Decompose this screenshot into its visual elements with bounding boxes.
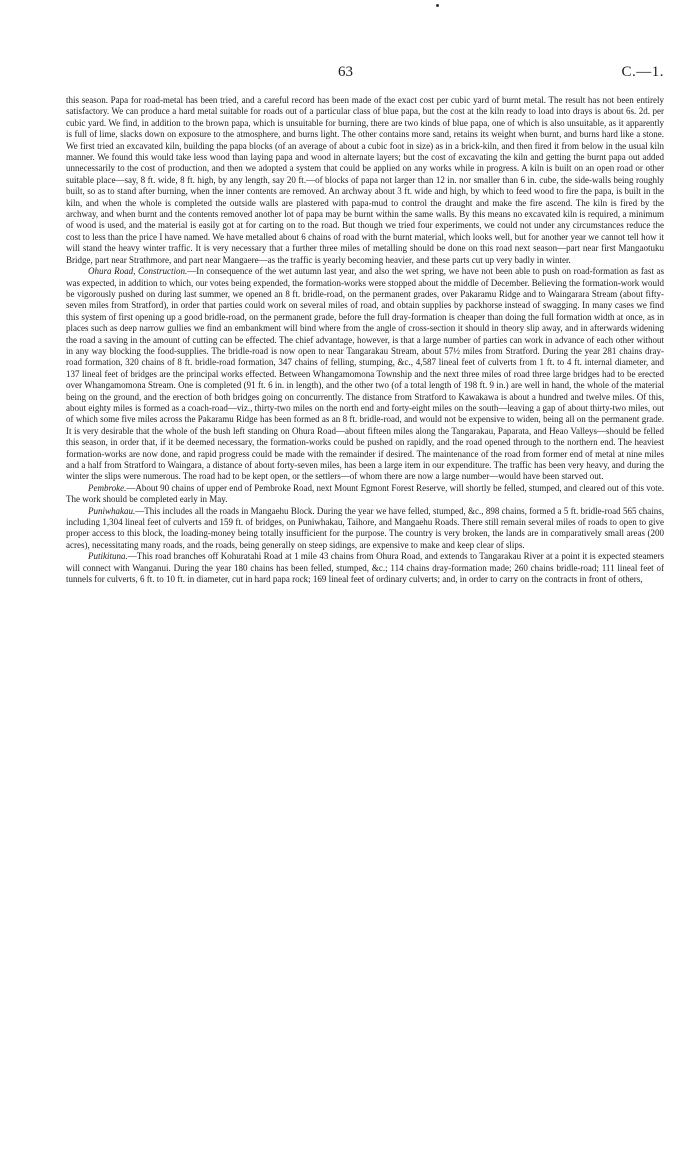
paragraph-text: —This includes all the roads in Mangaehu Block. During the year we have felled, stumped, &c., 898 chains, formed a 5 ft. bridle-road 565 chains, including 1,304 lineal feet of culverts and 159 ft. of bridges, on Puniwhakau, Taihore, and Mangaehu Roads. There still remain several miles of roads to open to give proper access to this block, the loading-money being totally insufficient for the purpose. The country is very broken, the lands are in comparatively small areas (200 acres), necessitating many roads, and the roads, being generally on steep sidings, are expensive to make and keep clear of slips. <box>66 505 664 550</box>
section-heading: Pembroke. <box>88 482 127 493</box>
section-heading: Puniwhakau. <box>88 505 136 516</box>
paragraph-ohura-road <box>66 266 664 483</box>
paragraph-text: —This road branches off Kohuratahi Road at 1 mile 43 chains from Ohura Road, and extends to Tangarakau River at a point it is expected steamers will connect with Wanganui. During the year 180 chains has been felled, stumped, &c.; 114 chains dray-formation made; 260 chains bridle-road; 111 lineal feet of tunnels for culverts, 6 ft. to 10 ft. in diameter, cut in hard papa rock; 169 lineal feet of ordinary culverts; and, in order to carry on the contracts in front of others, <box>66 551 664 585</box>
paragraph-text: this season. Papa for road-metal has been tried, and a careful record has been made of the exact cost per cubic yard of burnt metal. The result has not been entirely satisfactory. We can produce a hard metal suitable for roads out of a particular class of blue papa, but the cost at the kiln ready to load into drays is about 6s. 2d. per cubic yard. We find, in addition to the brown papa, which is unsuitable for burning, there are two kinds of blue papa, one of which is also unsuitable, as it apparently is full of lime, slacks down on exposure to the atmosphere, and burns light. The other contains more sand, retains its weight when burnt, and burns hard like a stone. We first tried an excavated kiln, building the papa blocks (of an average of about a cubic foot in size) as in a brick-kiln, and then fired it from below in the usual kiln manner. We found this would take less wood than laying papa and wood in alternate layers; but the cost of excavating the kiln and getting the burnt papa out added unnecessarily to the cost of production, and then we adopted a system that could be applied on any works while in progress. A kiln is built on an open road or other suitable place—say, 8 ft. wide, 8 ft. high, by any length, say 20 ft.—of blocks of papa not larger than 12 in. nor smaller than 6 in. cube, the side-walls being roughly built, so as to stand after burning, when the inner contents are removed. An archway about 3 ft. wide and high, by which to feed wood to fire the papa, is built in the kiln, and when the whole is completed the outside walls are plastered with papa-mud to control the draught and make the fire ascend. The kiln is fired by the archway, and when burnt and the contents removed another lot of papa may be burnt within the same walls. By this means no excavated kiln is required, a minimum of wood is used, and the material is easily got at for carting on to the road. But though we tried four experiments, we could not under any circumstances reduce the cost to less than the price I have named. We have metalled about 6 chains of road with the burnt material, which looks well, but for another year we cannot tell how it will stand the heavy winter traffic. It is very necessary that a further three miles of metalling should be done on this road next season—part near first Mangaotuku Bridge, part near Strathmore, and part near Mangaere—as the traffic is yearly becoming heavier, and these parts cut up very badly in winter. <box>66 95 664 265</box>
body-text <box>66 95 664 585</box>
section-heading: Putikituna. <box>88 551 128 562</box>
scan-speck <box>436 4 439 7</box>
paragraph-pembroke <box>66 483 664 506</box>
paragraph-papa-metal <box>66 95 664 266</box>
page-number: 63 <box>338 64 353 80</box>
paragraph-putikituna <box>66 551 664 585</box>
page-header <box>66 64 664 84</box>
section-heading: Ohura Road, Construction. <box>88 266 188 277</box>
paragraph-text: —About 90 chains of upper end of Pembroke Road, next Mount Egmont Forest Reserve, will shortly be felled, stumped, and cleared out of this vote. The work should be completed early in May. <box>66 482 664 505</box>
paragraph-text: —In consequence of the wet autumn last year, and also the wet spring, we have not been able to push on road-formation as fast as was expected, in addition to which, our votes being expended, the formation-works were stopped about the middle of December. Believing the formation-work would be vigorously pushed on during last summer, we opened an 8 ft. bridle-road, on the permanent grades, over Pakaramu Ridge and to Waingarara Stream (about fifty-seven miles from Stratford), in order that parties could work on several miles of road, and obtain supplies by packhorse instead of swagging. In many cases we find this system of first opening up a good bridle-road, on the permanent grade, before the full dray-formation is cheaper than doing the full formation width at once, as in places such as deep narrow gullies we find an embankment will bind where from the angle of cross-section it should in theory slip away, and in afterwards widening the road a saving in the amount of cutting can be effected. The chief advantage, however, is that a large number of parties can work in advance of each other without in any way blocking the food-supplies. The bridle-road is now open to near Tangarakau Stream, about 57½ miles from Stratford. During the year 281 chains dray-road formation, 320 chains of 8 ft. bridle-road formation, 347 chains of felling, stumping, &c., 4,587 lineal feet of culverts from 1 ft. to 4 ft. internal diameter, and 137 lineal feet of bridges are the principal works effected. Between Whangamomona Township and the next three miles of road three large bridges had to be erected over Whangamomona Stream. One is completed (91 ft. 6 in. in length), and the other two (of a total length of 198 ft. 9 in.) are well in hand, the whole of the material being on the ground, and the erection of both bridges going on concurrently. The distance from Stratford to Kawakawa is about a hundred and twelve miles. Of this, about eighty miles is formed as a coach-road—viz., thirty-two miles on the north end and forty-eight miles on the south—leaving a gap of about thirty-two miles, out of which some five miles across the Pakaramu Ridge has been formed as an 8 ft. bridle-road, and would not be expensive to widen, being all on the permanent grade. It is very desirable that the whole of the bush left standing on Ohura Road—about fifteen miles along the Tangarakau, Paparata, and Heao Valleys—should be felled this season, in order that, if it be deemed necessary, the formation-works could be pushed on rapidly, and the road opened through to the northern end. The heaviest formation-works are now done, and rapid progress could be made with the remainder if desired. The maintenance of the road from former end of metal at nine miles and a half from Stratford to Waingara, a distance of about forty-seven miles, has been a large item in our expenditure. The traffic has been very heavy, and during the winter the slips were numerous. The road had to be kept open, or the settlers—of whom there are now a large number—would have been starved out. <box>66 266 664 482</box>
document-reference: C.—1. <box>621 64 664 80</box>
paragraph-puniwhakau <box>66 506 664 552</box>
